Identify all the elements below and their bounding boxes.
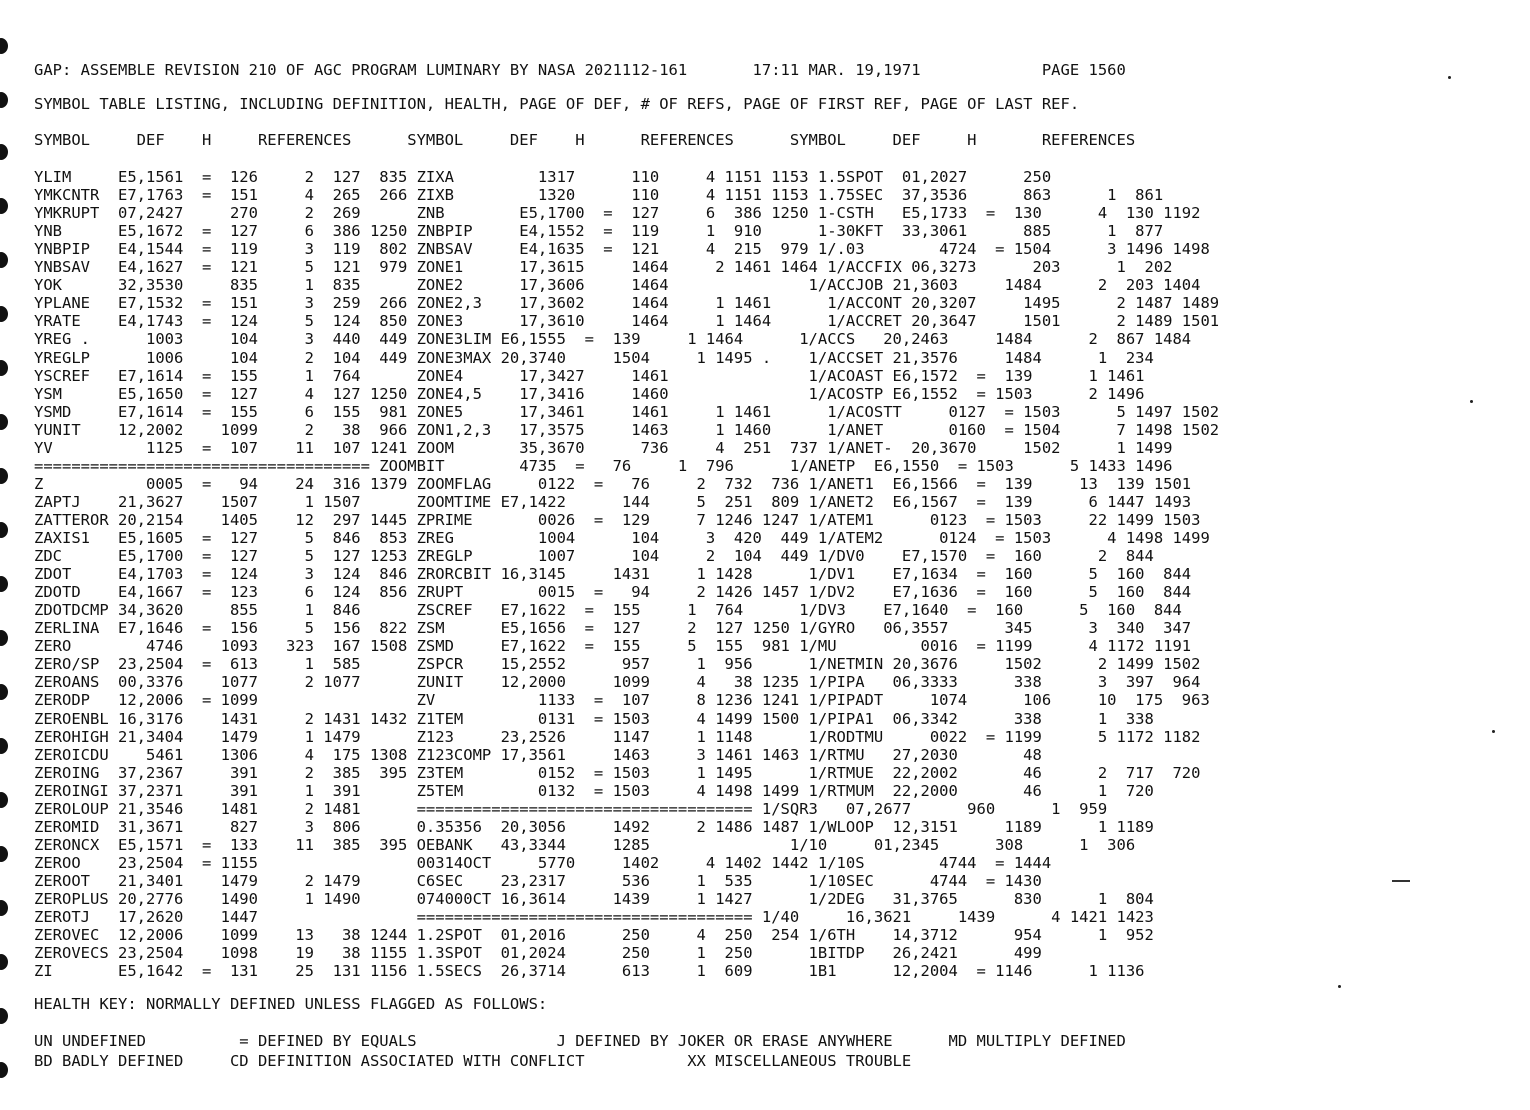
table-row: ZDOT E4,1703 = 124 3 124 846 ZRORCBIT 16,3145 1431 1 1428 1/DV1 E7,1634 = 160 5 160 844 xyxy=(34,565,1192,584)
punch-hole xyxy=(0,1008,8,1024)
table-row: ZEROPLUS 20,2776 1490 1 1490 074000CT 16,3614 1439 1 1427 1/2DEG 31,3765 830 1 804 xyxy=(34,890,1154,908)
punch-hole xyxy=(0,684,8,700)
table-row: ZATTEROR 20,2154 1405 12 297 1445 ZPRIME 0026 = 129 7 1246 1247 1/ATEM1 0123 = 1503 22 1499 1503 xyxy=(34,510,1201,529)
table-row: ZEROLOUP 21,3546 1481 2 1481 ==================================== 1/SQR3 07,2677 960 1 959 xyxy=(34,799,1108,818)
table-row: YV 1125 = 107 11 107 1241 ZOOM 35,3670 736 4 251 737 1/ANET- 20,3670 1502 1 1499 xyxy=(34,438,1173,457)
punch-holes xyxy=(0,0,14,1110)
punch-hole xyxy=(0,198,8,214)
table-row: YNBPIP E4,1544 = 119 3 119 802 ZNBSAV E4,1635 = 121 4 215 979 1/.03 4724 = 1504 3 1496 1498 xyxy=(34,240,1210,259)
punch-hole xyxy=(0,738,8,754)
table-row: ZEROMID 31,3671 827 3 806 0.35356 20,3056 1492 2 1486 1487 1/WLOOP 12,3151 1189 1 1189 xyxy=(34,817,1154,836)
table-row: ZEROVECS 23,2504 1098 19 38 1155 1.3SPOT 01,2024 250 1 250 1BITDP 26,2421 499 xyxy=(34,944,1042,963)
page-subtitle: SYMBOL TABLE LISTING, INCLUDING DEFINITION, HEALTH, PAGE OF DEF, # OF REFS, PAGE OF FIRST REF, PAGE OF LAST REF. xyxy=(34,95,1080,113)
punch-hole xyxy=(0,576,8,592)
table-row: ZERODP 12,2006 = 1099 ZV 1133 = 107 8 1236 1241 1/PIPADT 1074 106 10 175 963 xyxy=(34,691,1210,710)
punch-hole xyxy=(0,306,8,322)
punch-hole xyxy=(0,414,8,430)
table-row: YOK 32,3530 835 1 835 ZONE2 17,3606 1464 1/ACCJOB 21,3603 1484 2 203 1404 xyxy=(34,276,1201,295)
table-row: YREG . 1003 104 3 440 449 ZONE3LIM E6,1555 = 139 1 1464 1/ACCS 20,2463 1484 2 867 1484 xyxy=(34,330,1192,349)
health-key-line-1: UN UNDEFINED = DEFINED BY EQUALS J DEFINED BY JOKER OR ERASE ANYWHERE MD MULTIPLY DEFINED xyxy=(34,1032,1126,1050)
table-row: YREGLP 1006 104 2 104 449 ZONE3MAX 20,3740 1504 1 1495 . 1/ACCSET 21,3576 1484 1 234 xyxy=(34,348,1154,367)
column-headers: SYMBOL DEF H REFERENCES SYMBOL DEF H REFERENCES SYMBOL DEF H REFERENCES xyxy=(34,131,1136,149)
table-row: ZI E5,1642 = 131 25 131 1156 1.5SECS 26,3714 613 1 609 1B1 12,2004 = 1146 1 1136 xyxy=(34,962,1145,981)
scan-speck xyxy=(1338,985,1341,988)
health-key-line-2: BD BADLY DEFINED CD DEFINITION ASSOCIATED WITH CONFLICT XX MISCELLANEOUS TROUBLE xyxy=(34,1052,912,1070)
table-row: YMKCNTR E7,1763 = 151 4 265 266 ZIXB 1320 110 4 1151 1153 1.75SEC 37,3536 863 1 861 xyxy=(34,186,1164,205)
table-row: ZAPTJ 21,3627 1507 1 1507 ZOOMTIME E7,1422 144 5 251 809 1/ANET2 E6,1567 = 139 6 1447 1493 xyxy=(34,492,1192,511)
table-row: ZEROOT 21,3401 1479 2 1479 C6SEC 23,2317 536 1 535 1/10SEC 4744 = 1430 xyxy=(34,871,1042,890)
table-row: YPLANE E7,1532 = 151 3 259 266 ZONE2,3 17,3602 1464 1 1461 1/ACCONT 20,3207 1495 2 1487 1489 xyxy=(34,294,1220,313)
page-header: GAP: ASSEMBLE REVISION 210 OF AGC PROGRAM LUMINARY BY NASA 2021112-161 17:11 MAR. 19,1971 PAGE 1560 xyxy=(34,61,1126,79)
table-row: ZEROANS 00,3376 1077 2 1077 ZUNIT 12,2000 1099 4 38 1235 1/PIPA 06,3333 338 3 397 964 xyxy=(34,673,1201,692)
table-row: ZEROHIGH 21,3404 1479 1 1479 Z123 23,2526 1147 1 1148 1/RODTMU 0022 = 1199 5 1172 1182 xyxy=(34,727,1201,746)
table-row: YNBSAV E4,1627 = 121 5 121 979 ZONE1 17,3615 1464 2 1461 1464 1/ACCFIX 06,3273 203 1 202 xyxy=(34,258,1173,277)
table-row: ZEROICDU 5461 1306 4 175 1308 Z123COMP 17,3561 1463 3 1461 1463 1/RTMU 27,2030 48 xyxy=(34,745,1042,764)
table-row: ZEROO 23,2504 = 1155 00314OCT 5770 1402 4 1402 1442 1/10S 4744 = 1444 xyxy=(34,853,1052,872)
table-row: YMKRUPT 07,2427 270 2 269 ZNB E5,1700 = 127 6 386 1250 1-CSTH E5,1733 = 130 4 130 1192 xyxy=(34,204,1201,223)
table-row: ZEROINGI 37,2371 391 1 391 Z5TEM 0132 = 1503 4 1498 1499 1/RTMUM 22,2000 46 1 720 xyxy=(34,781,1154,800)
punch-hole xyxy=(0,38,8,54)
table-row: YLIM E5,1561 = 126 2 127 835 ZIXA 1317 110 4 1151 1153 1.5SPOT 01,2027 250 xyxy=(34,168,1052,186)
table-row: ZERLINA E7,1646 = 156 5 156 822 ZSM E5,1656 = 127 2 127 1250 1/GYRO 06,3557 345 3 340 347 xyxy=(34,619,1192,638)
table-row: ZEROVEC 12,2006 1099 13 38 1244 1.2SPOT 01,2016 250 4 250 254 1/6TH 14,3712 954 1 952 xyxy=(34,926,1154,945)
table-row: ==================================== ZOOMBIT 4735 = 76 1 796 1/ANETP E6,1550 = 1503 5 1433 1496 xyxy=(34,456,1173,475)
table-row: ZEROING 37,2367 391 2 385 395 Z3TEM 0152 = 1503 1 1495 1/RTMUE 22,2002 46 2 717 720 xyxy=(34,763,1201,782)
table-row: ZEROTJ 17,2620 1447 ==================================== 1/40 16,3621 1439 4 1421 1423 xyxy=(34,908,1154,927)
punch-hole xyxy=(0,792,8,808)
punch-hole xyxy=(0,144,8,160)
table-row: YSMD E7,1614 = 155 6 155 981 ZONE5 17,3461 1461 1 1461 1/ACOSTT 0127 = 1503 5 1497 1502 xyxy=(34,402,1220,421)
table-row: ZAXIS1 E5,1605 = 127 5 846 853 ZREG 1004 104 3 420 449 1/ATEM2 0124 = 1503 4 1498 1499 xyxy=(34,529,1210,547)
punch-hole xyxy=(0,846,8,862)
health-key-title: HEALTH KEY: NORMALLY DEFINED UNLESS FLAGGED AS FOLLOWS: xyxy=(34,995,548,1013)
punch-hole xyxy=(0,954,8,970)
punch-hole xyxy=(0,360,8,376)
table-row: YUNIT 12,2002 1099 2 38 966 ZON1,2,3 17,3575 1463 1 1460 1/ANET 0160 = 1504 7 1498 1502 xyxy=(34,420,1220,439)
table-row: YSM E5,1650 = 127 4 127 1250 ZONE4,5 17,3416 1460 1/ACOSTP E6,1552 = 1503 2 1496 xyxy=(34,384,1145,403)
table-row: ZDOTDCMP 34,3620 855 1 846 ZSCREF E7,1622 = 155 1 764 1/DV3 E7,1640 = 160 5 160 844 xyxy=(34,601,1182,620)
table-row: YNB E5,1672 = 127 6 386 1250 ZNBPIP E4,1552 = 119 1 910 1-30KFT 33,3061 885 1 877 xyxy=(34,222,1164,241)
punch-hole xyxy=(0,1062,8,1078)
table-row: YSCREF E7,1614 = 155 1 764 ZONE4 17,3427 1461 1/ACOAST E6,1572 = 139 1 1461 xyxy=(34,366,1145,385)
table-row: ZERO/SP 23,2504 = 613 1 585 ZSPCR 15,2552 957 1 956 1/NETMIN 20,3676 1502 2 1499 1502 xyxy=(34,655,1201,674)
punch-hole xyxy=(0,468,8,484)
punch-hole xyxy=(0,630,8,646)
scan-mark xyxy=(1392,880,1410,882)
table-row: YRATE E4,1743 = 124 5 124 850 ZONE3 17,3610 1464 1 1464 1/ACCRET 20,3647 1501 2 1489 1501 xyxy=(34,312,1220,331)
table-row: ZDOTD E4,1667 = 123 6 124 856 ZRUPT 0015 = 94 2 1426 1457 1/DV2 E7,1636 = 160 5 160 844 xyxy=(34,583,1192,602)
punch-hole xyxy=(0,900,8,916)
punch-hole xyxy=(0,92,8,108)
table-row: ZDC E5,1700 = 127 5 127 1253 ZREGLP 1007 104 2 104 449 1/DV0 E7,1570 = 160 2 844 xyxy=(34,547,1154,566)
punch-hole xyxy=(0,252,8,268)
scan-speck xyxy=(1492,730,1495,733)
scan-speck xyxy=(1448,76,1451,79)
table-row: Z 0005 = 94 24 316 1379 ZOOMFLAG 0122 = 76 2 732 736 1/ANET1 E6,1566 = 139 13 139 1501 xyxy=(34,474,1192,493)
punch-hole xyxy=(0,522,8,538)
table-row: ZERONCX E5,1571 = 133 11 385 395 OEBANK 43,3344 1285 1/10 01,2345 308 1 306 xyxy=(34,835,1136,854)
table-row: ZERO 4746 1093 323 167 1508 ZSMD E7,1622 = 155 5 155 981 1/MU 0016 = 1199 4 1172 1191 xyxy=(34,637,1192,656)
table-row: ZEROENBL 16,3176 1431 2 1431 1432 Z1TEM 0131 = 1503 4 1499 1500 1/PIPA1 06,3342 338 1 338 xyxy=(34,709,1154,728)
scan-speck xyxy=(1470,400,1473,403)
